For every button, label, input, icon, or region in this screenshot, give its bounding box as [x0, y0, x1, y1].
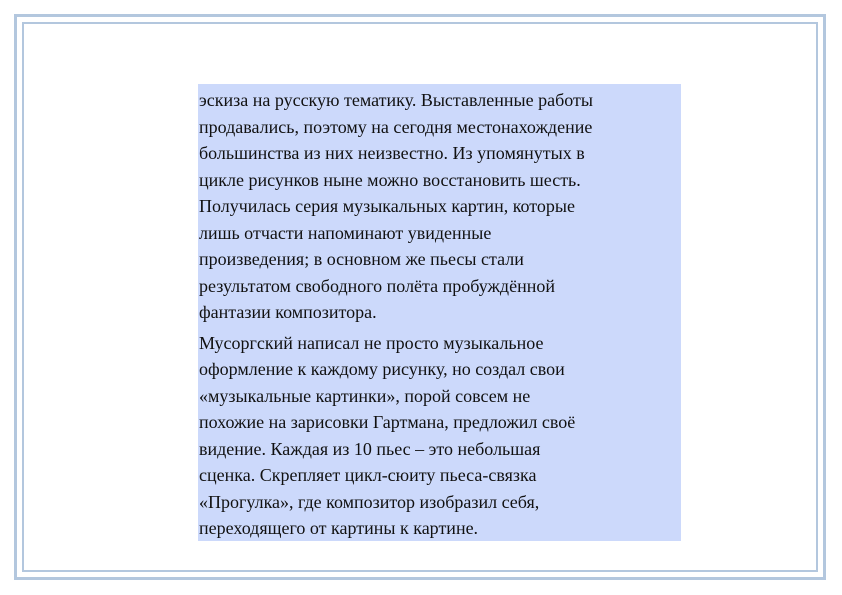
text-line: Мусоргский написал не просто музыкальное: [199, 332, 544, 353]
text-line: большинства из них неизвестно. Из упомянутых в: [199, 143, 585, 163]
text-box: [198, 84, 681, 541]
text-line: результатом свободного полёта пробуждённой: [199, 275, 555, 296]
text-line: эскиза на русскую тематику. Выставленные работы: [199, 90, 593, 110]
text-line: «музыкальные картинки», порой совсем не: [199, 385, 531, 406]
paragraph-2: [199, 330, 681, 542]
text-line: Получилась серия музыкальных картин, которые: [199, 196, 576, 216]
text-line: цикле рисунков ныне можно восстановить шесть.: [199, 169, 581, 190]
text-line: похожие на зарисовки Гартмана, предложил своё: [199, 412, 576, 432]
text-line: произведения; в основном же пьесы стали: [199, 249, 524, 269]
text-line: «Прогулка», где композитор изобразил себя,: [199, 491, 540, 512]
paragraph-1: [199, 87, 681, 326]
text-line: лишь отчасти напоминают увиденные: [199, 222, 492, 243]
text-line: видение. Каждая из 10 пьес – это небольшая: [199, 438, 541, 459]
text-line: переходящего от картины к картине.: [199, 518, 479, 538]
text-line: фантазии композитора.: [199, 302, 377, 322]
text-line: сценка. Скрепляет цикл-сюиту пьеса-связка: [199, 465, 537, 485]
text-line: оформление к каждому рисунку, но создал свои: [199, 359, 565, 379]
text-line: продавались, поэтому на сегодня местонахождение: [199, 116, 593, 137]
